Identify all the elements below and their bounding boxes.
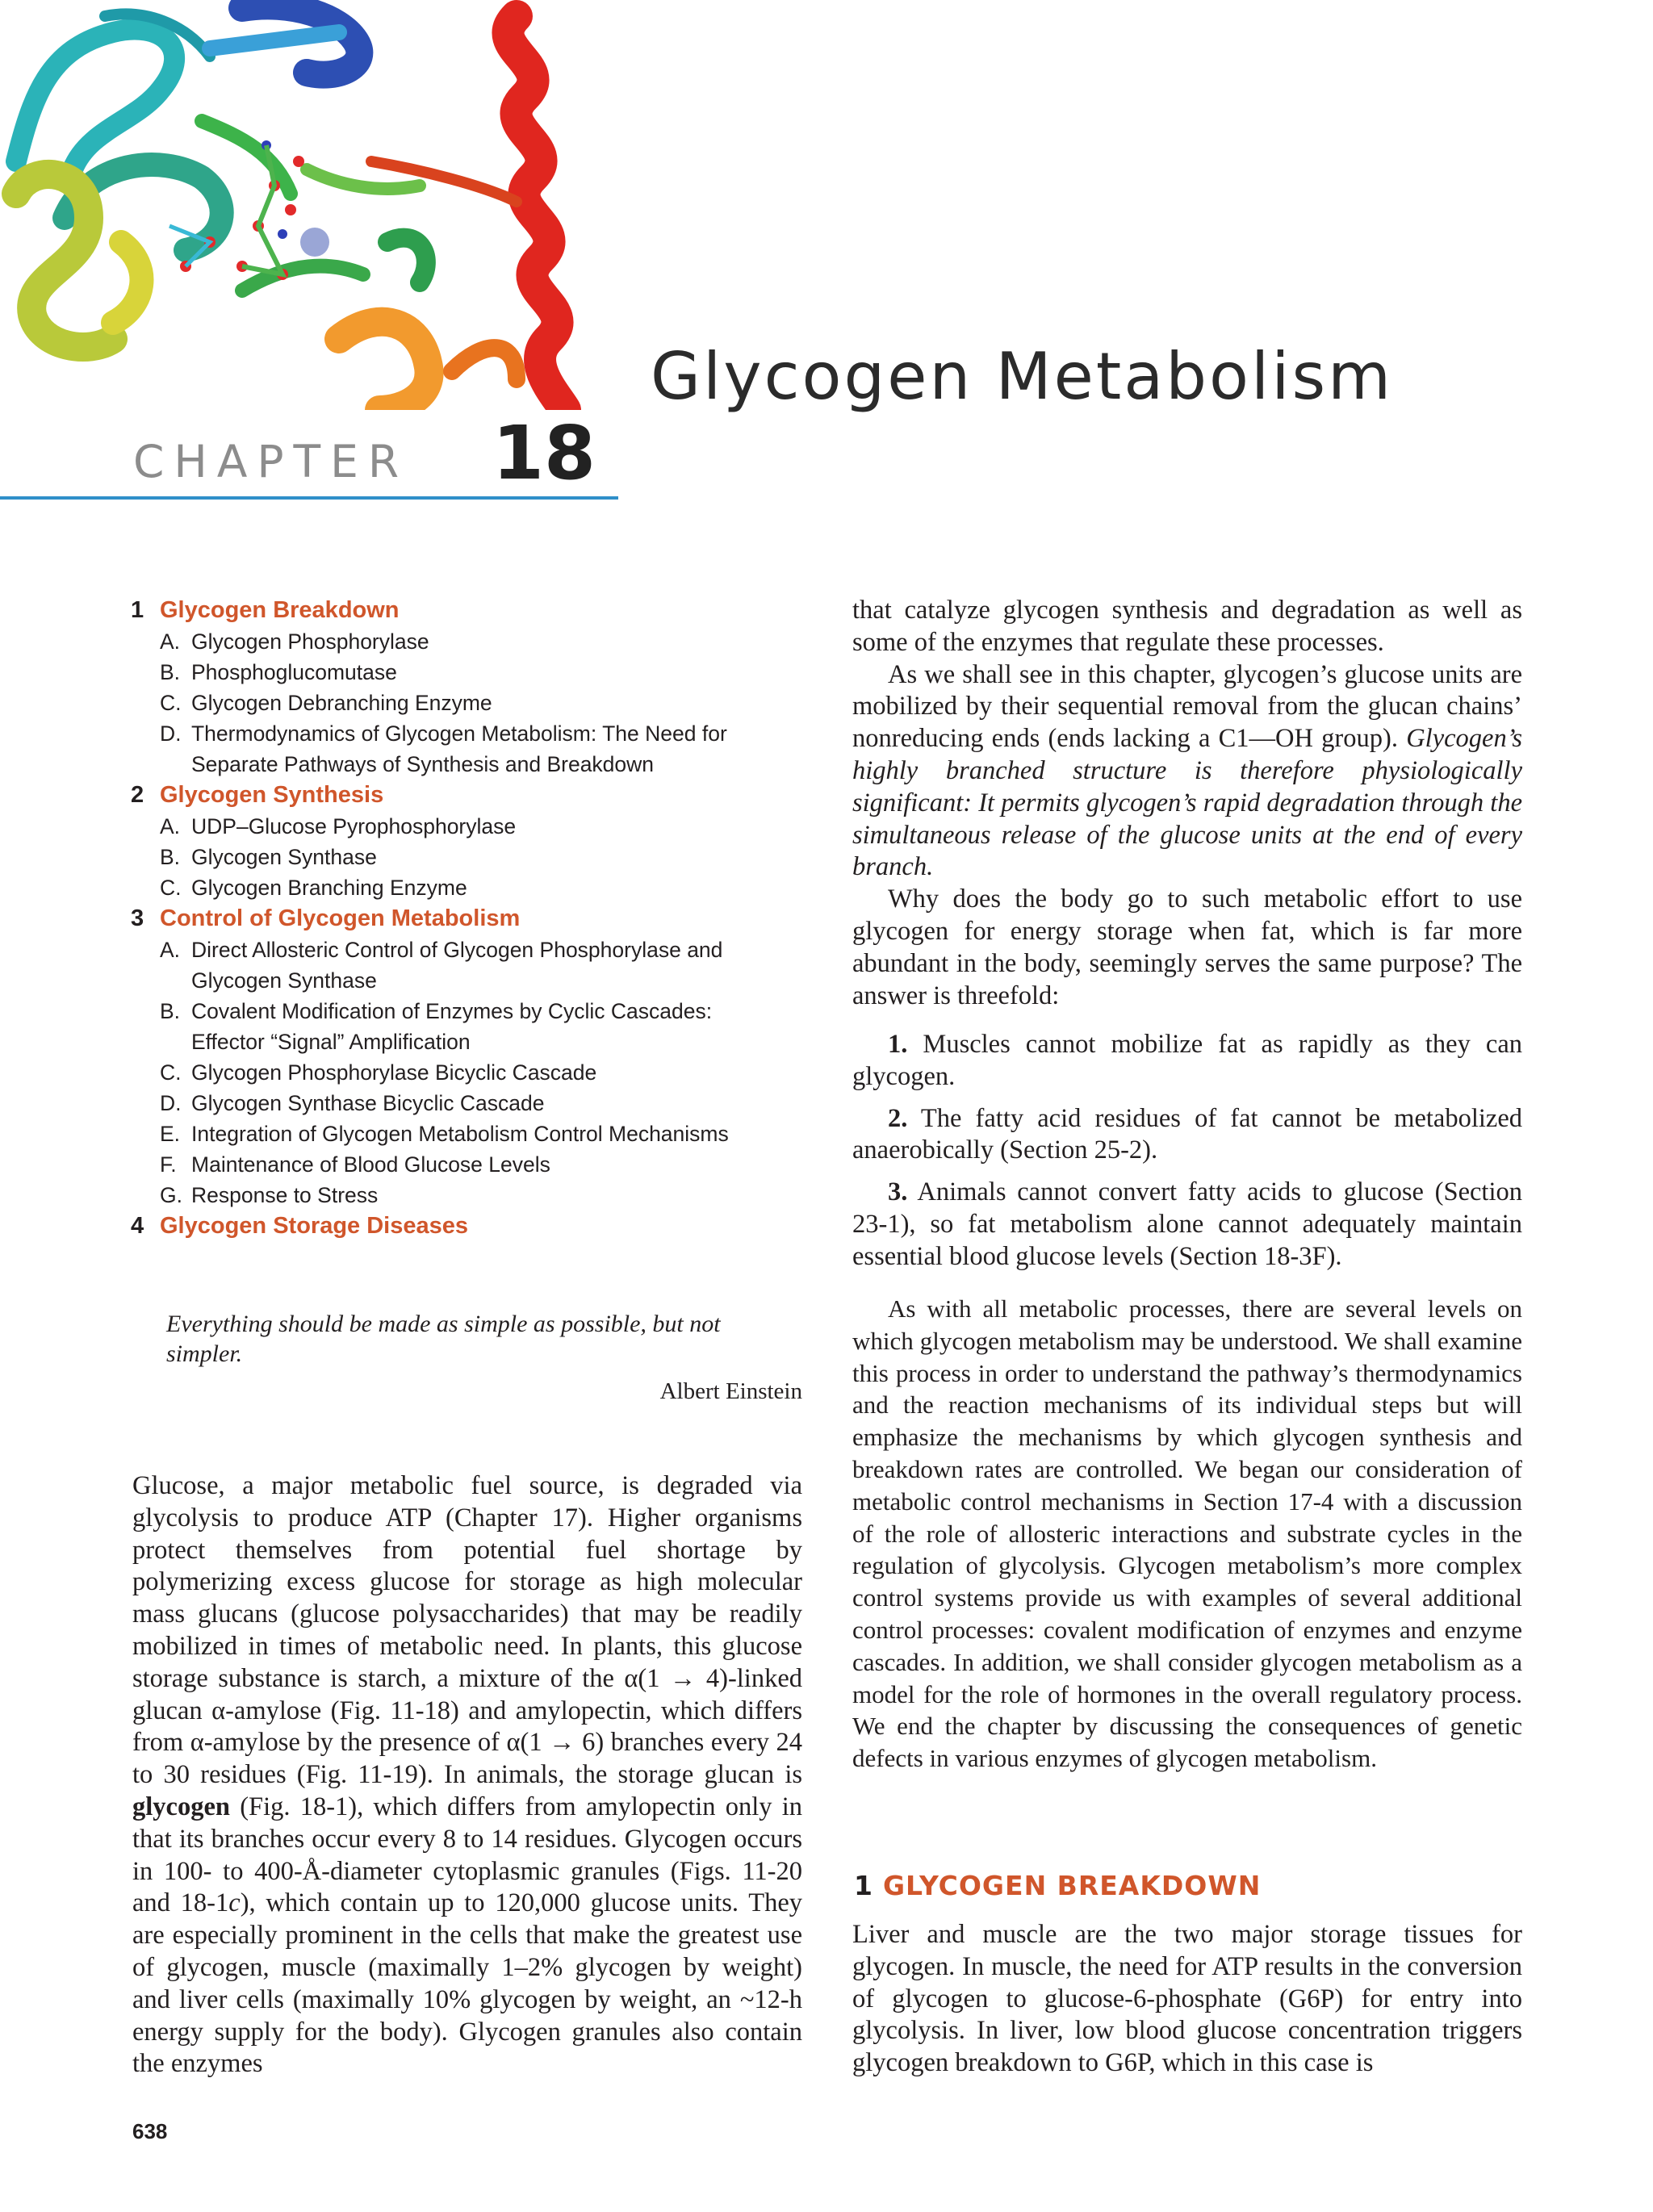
outline-subsection-text: UDP–Glucose Pyrophosphorylase bbox=[191, 814, 517, 838]
outline-subsection-letter: C. bbox=[160, 691, 182, 715]
outline-subsection-letter: A. bbox=[160, 938, 181, 962]
outline-subsection-text: Glycogen Synthase bbox=[191, 845, 377, 869]
outline-subsection[interactable] bbox=[131, 842, 809, 872]
outline-subsection-text-line2: Glycogen Synthase bbox=[191, 968, 377, 993]
epigraph-quote: Everything should be made as simple as possible, but not simpler. bbox=[166, 1311, 721, 1367]
outline-subsection-text: Glycogen Synthase Bicyclic Cascade bbox=[191, 1091, 545, 1115]
chapter-title: Glycogen Metabolism bbox=[651, 339, 1394, 414]
outline-section-title: Control of Glycogen Metabolism bbox=[160, 905, 521, 931]
outline-subsection-letter: B. bbox=[160, 845, 181, 869]
outline-subsection-letter: C. bbox=[160, 876, 182, 900]
outline-section-title: Glycogen Synthesis bbox=[160, 782, 384, 808]
outline-subsection[interactable] bbox=[131, 1057, 809, 1088]
outline-section-number: 2 bbox=[131, 782, 144, 808]
right-column-top bbox=[852, 595, 1522, 1012]
outline-subsection-text: Glycogen Branching Enzyme bbox=[191, 876, 467, 900]
chapter-rule bbox=[0, 496, 618, 500]
outline-section-title: Glycogen Storage Diseases bbox=[160, 1213, 468, 1239]
outline-subsection-text-line2: Effector “Signal” Amplification bbox=[191, 1030, 471, 1054]
right-paragraph-2-text: As we shall see in this chapter, glycogen’s glucose units are mobilized by their sequential removal from the glucan chains’ nonreducing ends (ends lacking a C1—OH group). bbox=[852, 659, 1522, 754]
section-heading-number: 1 bbox=[854, 1870, 873, 1901]
outline-subsection-letter: C. bbox=[160, 1060, 182, 1085]
outline-subsection-letter: A. bbox=[160, 629, 181, 654]
right-column-bottom bbox=[852, 1919, 1522, 2080]
list-item-1 bbox=[852, 1029, 1522, 1093]
list-item-text: Animals cannot convert fatty acids to glucose (Section 23-1), so fat metabolism alone cannot adequately maintain essential blood glucose levels (Section 18-3F). bbox=[852, 1177, 1522, 1271]
chapter-outline bbox=[131, 595, 809, 1242]
outline-section-number: 3 bbox=[131, 905, 144, 931]
threefold-list bbox=[852, 1029, 1522, 1273]
right-column-middle bbox=[852, 1293, 1522, 1775]
outline-subsection[interactable] bbox=[131, 688, 809, 718]
outline-subsection[interactable] bbox=[131, 872, 809, 903]
outline-section-3[interactable] bbox=[131, 903, 809, 935]
intro-italic: c bbox=[228, 1888, 241, 1918]
outline-subsection[interactable] bbox=[131, 996, 809, 1057]
outline-subsection-text-line2: Separate Pathways of Synthesis and Breakdown bbox=[191, 752, 655, 776]
outline-subsection-text: Integration of Glycogen Metabolism Control Mechanisms bbox=[191, 1122, 729, 1146]
outline-section-title: Glycogen Breakdown bbox=[160, 597, 400, 623]
outline-subsection[interactable] bbox=[131, 1088, 809, 1119]
outline-subsection-letter: A. bbox=[160, 814, 181, 838]
right-paragraph-3: Why does the body go to such metabolic effort to use glycogen for energy storage when fat, which is far more abundant in the body, seemingly serves the same purpose? The answer is threefold: bbox=[852, 884, 1522, 1010]
right-paragraph-4: As with all metabolic processes, there are several levels on which glycogen metabolism may be understood. We shall examine this process in order to understand the pathway’s thermodynamics and the reaction mechanisms of its individual steps but will emphasize the mechanisms by which glycogen synthesis and breakdown rates are controlled. We began our consideration of metabolic control mechanisms in Section 17-4 with a discussion of the role of allosteric interactions and substrate cycles in the regulation of glycolysis. Glycogen metabolism’s more complex control systems provide us with examples of several additional control processes: covalent modification of enzymes and enzyme cascades. In addition, we shall consider glycogen metabolism as a model for the role of hormones in the overall regulatory process. We end the chapter by discussing the consequences of genetic defects in various enzymes of glycogen metabolism. bbox=[852, 1294, 1522, 1773]
outline-subsection[interactable] bbox=[131, 1119, 809, 1149]
list-item-number: 2. bbox=[888, 1103, 908, 1133]
outline-subsection-text: Response to Stress bbox=[191, 1183, 379, 1207]
chapter-label: CHAPTER bbox=[133, 436, 409, 487]
intro-text-c: ), which contain up to 120,000 glucose units. They are especially prominent in the cells that make the greatest use of glycogen, muscle (maximally 1–2% glycogen by weight) and liver cells (maximally 10% glycogen by weight, an ~12-h energy supply for the body). Glycogen granules also contain the enzymes bbox=[132, 1888, 802, 2079]
right-paragraph-2-italic: Glycogen’s highly branched structure is therefore physiologically significant: It permits glycogen’s rapid degradation through the simultaneous release of the glucose units at the end of every branch. bbox=[852, 724, 1522, 882]
list-item-number: 1. bbox=[888, 1030, 908, 1059]
outline-subsection-letter: B. bbox=[160, 999, 181, 1023]
outline-section-1[interactable] bbox=[131, 595, 809, 626]
left-column bbox=[132, 1470, 802, 2080]
outline-section-number: 4 bbox=[131, 1213, 144, 1239]
outline-subsection-text: Glycogen Debranching Enzyme bbox=[191, 691, 492, 715]
outline-subsection-letter: E. bbox=[160, 1122, 181, 1146]
outline-subsection[interactable] bbox=[131, 626, 809, 657]
right-paragraph-1: that catalyze glycogen synthesis and degradation as well as some of the enzymes that regulate these processes. bbox=[852, 596, 1522, 657]
protein-structure-image bbox=[0, 0, 618, 410]
page-number: 638 bbox=[132, 2119, 168, 2143]
list-item-3 bbox=[852, 1177, 1522, 1273]
intro-text-a: Glucose, a major metabolic fuel source, is degraded via glycolysis to produce ATP (Chapter 17). Higher organisms protect themselves from potential fuel shortage by polymerizing excess glucose for storage as high molecular mass glucans (glucose polysaccharides) that may be readily mobilized in times of metabolic need. In plants, this glucose storage substance is starch, a mixture of the α(1 → 4)-linked glucan α-amylose (Fig. 11-18) and amylopectin, which differs from α-amylose by the presence of α(1 → 6) branches every 24 to 30 residues (Fig. 11-19). In animals, the storage glucan is bbox=[132, 1471, 802, 1790]
list-item-2 bbox=[852, 1103, 1522, 1168]
outline-subsection-letter: D. bbox=[160, 1091, 182, 1115]
list-item-text: The fatty acid residues of fat cannot be metabolized anaerobically (Section 25-2). bbox=[852, 1103, 1522, 1165]
outline-subsection[interactable] bbox=[131, 1149, 809, 1180]
chapter-number: 18 bbox=[492, 410, 596, 496]
outline-section-number: 1 bbox=[131, 597, 144, 623]
list-item-text: Muscles cannot mobilize fat as rapidly as they can glycogen. bbox=[852, 1030, 1522, 1091]
outline-subsection-letter: D. bbox=[160, 721, 182, 746]
outline-subsection-text: Maintenance of Blood Glucose Levels bbox=[191, 1152, 550, 1177]
outline-subsection-text: Covalent Modification of Enzymes by Cyclic Cascades: bbox=[191, 999, 713, 1023]
outline-subsection[interactable] bbox=[131, 935, 809, 996]
outline-subsection-letter: F. bbox=[160, 1152, 177, 1177]
outline-subsection[interactable] bbox=[131, 718, 809, 780]
intro-text-b: (Fig. 18-1), which differs from amylopectin only in that its branches occur every 8 to 14 residues. Glycogen occurs in 100- to 400-Å-diameter cytoplasmic granules (Figs. 11-20 and 18-1 bbox=[132, 1792, 803, 1918]
outline-subsection-letter: B. bbox=[160, 660, 181, 684]
outline-section-4[interactable] bbox=[131, 1211, 809, 1242]
right-paragraph-2 bbox=[852, 659, 1522, 884]
outline-subsection[interactable] bbox=[131, 811, 809, 842]
outline-subsection-text: Direct Allosteric Control of Glycogen Phosphorylase and bbox=[191, 938, 723, 962]
list-item-number: 3. bbox=[888, 1177, 908, 1207]
glycogen-term: glycogen bbox=[132, 1792, 230, 1821]
intro-paragraph bbox=[132, 1470, 802, 2080]
outline-section-2[interactable] bbox=[131, 780, 809, 811]
right-paragraph-5: Liver and muscle are the two major storage tissues for glycogen. In muscle, the need for ATP results in the conversion of glycogen to glucose-6-phosphate (G6P) for entry into glycolysis. In liver, low blood glucose concentration triggers glycogen breakdown to G6P, which in this case is bbox=[852, 1920, 1522, 2078]
outline-subsection[interactable] bbox=[131, 1180, 809, 1211]
outline-subsection-letter: G. bbox=[160, 1183, 182, 1207]
section-heading-title: GLYCOGEN BREAKDOWN bbox=[882, 1870, 1262, 1901]
section-heading-glycogen-breakdown bbox=[854, 1870, 1261, 1901]
outline-subsection-text: Glycogen Phosphorylase bbox=[191, 629, 429, 654]
epigraph-author: Albert Einstein bbox=[659, 1378, 802, 1404]
outline-subsection-text: Thermodynamics of Glycogen Metabolism: The Need for bbox=[191, 721, 727, 746]
outline-subsection-text: Phosphoglucomutase bbox=[191, 660, 397, 684]
outline-subsection-text: Glycogen Phosphorylase Bicyclic Cascade bbox=[191, 1060, 597, 1085]
outline-subsection[interactable] bbox=[131, 657, 809, 688]
